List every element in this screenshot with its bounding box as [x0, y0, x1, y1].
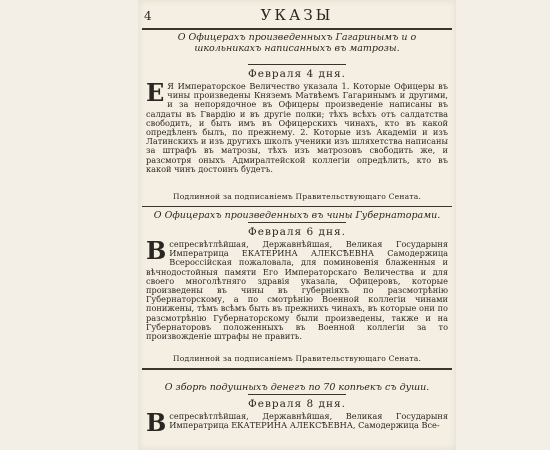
decree-text-feb-8 [146, 408, 448, 437]
drop-cap: Е [146, 78, 165, 107]
decree-text-feb-6 [146, 236, 448, 342]
title-underline [248, 394, 346, 395]
decree-body: сепресвѣтлѣйшая, Державнѣйшая, Великая Государыня Императрица ЕКАТЕРИНА АЛЕКСѢЕВНА, Самодержица Все- [169, 411, 448, 431]
decree-body: Я Императорское Величество указала 1. Которые Офицеры въ чины произведены Княземъ Матвѣемъ Гагаринымъ и другими, и за непорядочное въ Офицеры произведеніе написаны въ салдаты въ Гвардію и въ другіе полки; тѣхъ всѣхъ отъ салдатства свободить, и быть имъ въ Офицерскихъ чинахъ, кто въ какой опредѣленъ былъ, по прежнему. 2. Которые изъ Академіи и изъ Латинскихъ и изъ другихъ школъ ученики изъ шляхетства написаны за штрафъ въ матрозы, тѣхъ изъ матрозовъ свободить же, и разсмотря оныхъ Адмиралтейской коллегіи опредѣлить, кто въ какой чинъ достоинъ будетъ. [146, 81, 448, 174]
running-title: УКАЗЫ [260, 6, 334, 24]
section-title-officers-gagarin: О Офицерахъ произведенныхъ Гагаринымъ и о школьникахъ написанныхъ въ матрозы. [177, 32, 417, 54]
section-divider [142, 368, 452, 370]
title-underline [248, 64, 346, 65]
page-number: 4 [144, 9, 152, 23]
page-header [138, 6, 456, 26]
signature-note: Подлинной за подписаніемъ Правительствующаго Сената. [172, 354, 422, 363]
section-divider [142, 206, 452, 207]
book-page [138, 0, 456, 450]
drop-cap: В [146, 408, 167, 437]
decree-body: сепресвѣтлѣйшая, Державнѣйшая, Великая Государыня Императрица ЕКАТЕРИНА АЛЕКСѢЕВНА Самодержица Всероссійская пожаловала, для поминовенія блаженныя и вѣчнодостойныя памяти Его Императорскаго Величества и для своего многолѣтняго здравія указала, Офицеровъ, которые произведены въ чины въ губерніяхъ по разсмотрѣнію Губернаторскому, а по смотрѣнію Военной коллегіи чинами понижены, тѣмъ всѣмъ быть въ прежнихъ чинахъ, въ которые они по разсмотрѣнію Губернаторскому были произведены, также и на Губернаторовъ положенныхъ въ Военной коллегіи за то произвожденіе штрафы не править. [146, 239, 448, 342]
section-title-poll-tax: О зборѣ подушныхъ денегъ по 70 копѣекъ съ души. [164, 382, 430, 393]
header-rule [142, 28, 452, 30]
decree-text-feb-4 [146, 78, 448, 174]
section-date-feb-4: Февраля 4 дня. [248, 68, 346, 80]
section-date-feb-8: Февраля 8 дня. [248, 398, 346, 410]
title-underline [248, 222, 346, 223]
section-title-officers-governors: О Офицерахъ произведенныхъ въ чины Губернаторами. [153, 210, 441, 221]
drop-cap: В [146, 236, 167, 265]
signature-note: Подлинной за подписаніемъ Правительствующаго Сената. [172, 192, 422, 201]
section-date-feb-6: Февраля 6 дня. [248, 226, 346, 238]
